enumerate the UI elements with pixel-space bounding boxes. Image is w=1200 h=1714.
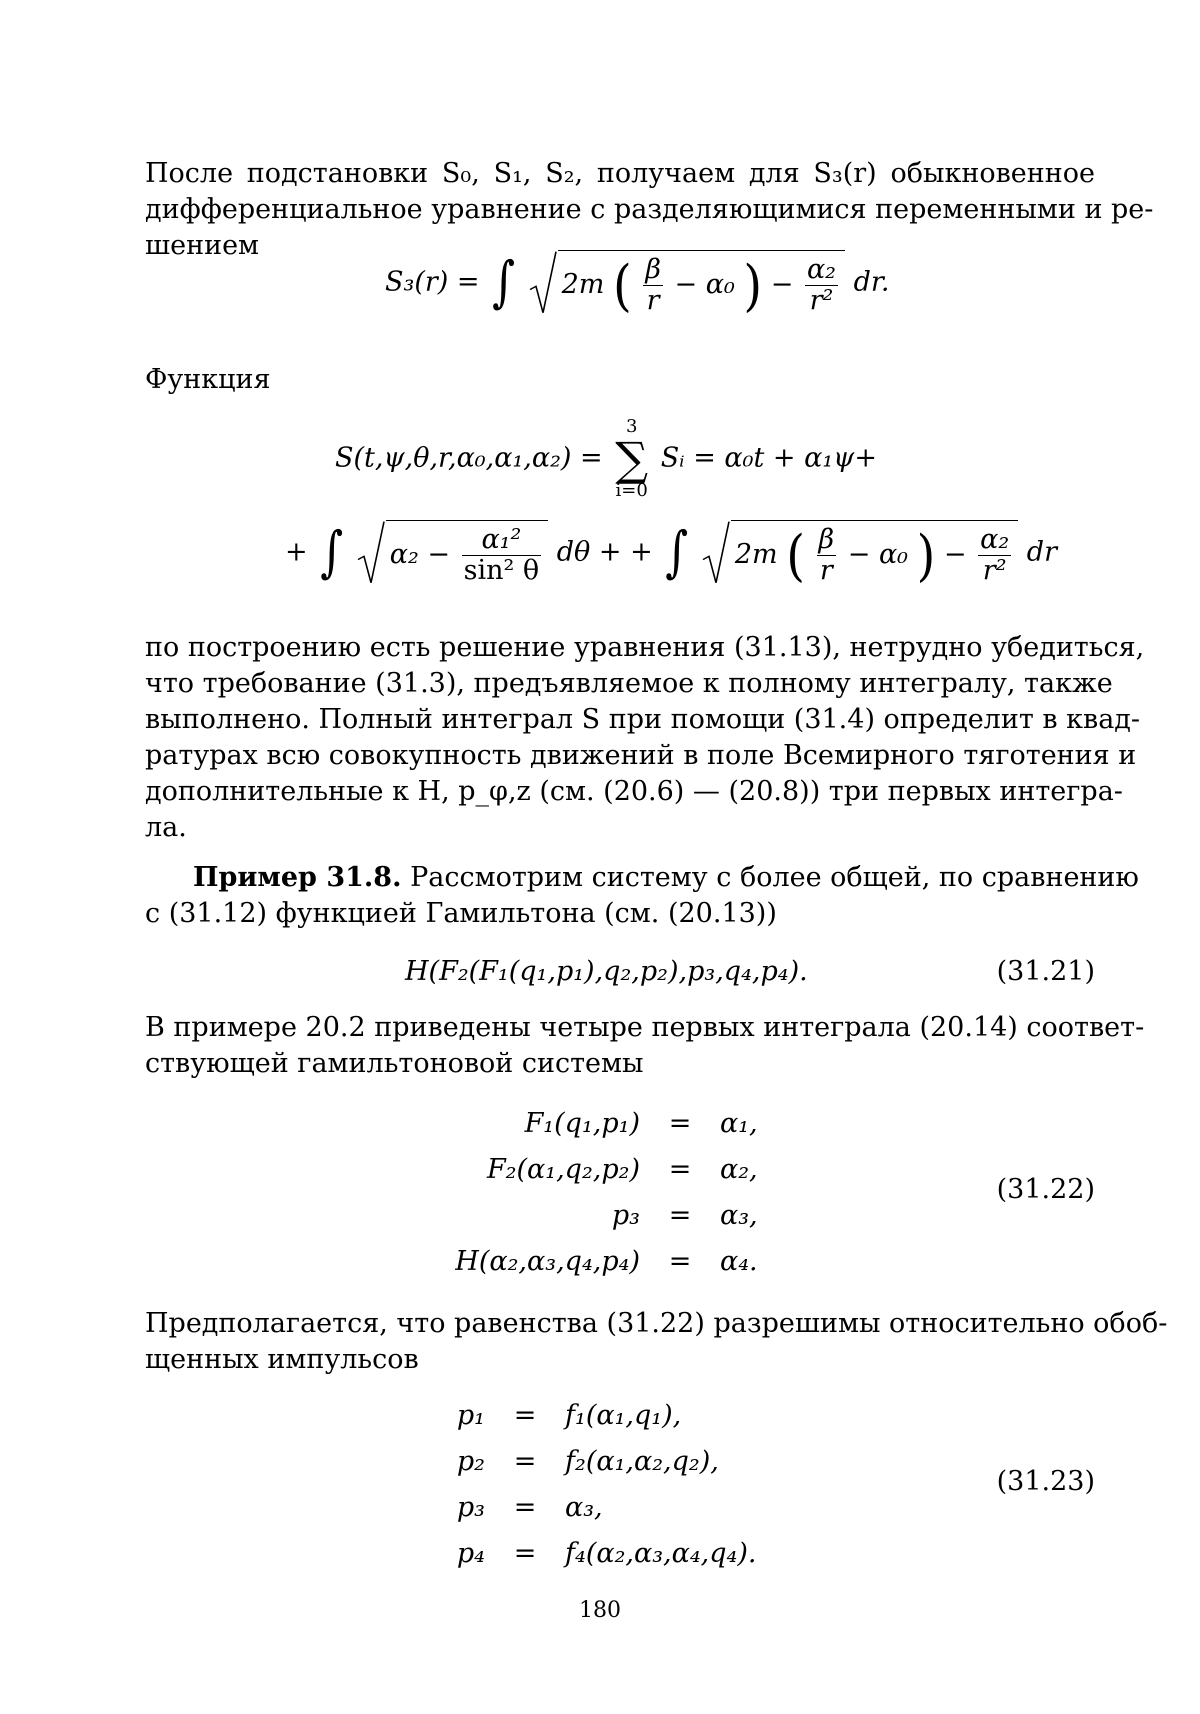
equation-lhs-text: F₂(α₁,q₂,p₂) <box>486 1153 640 1185</box>
text-line: что требование (31.3), предъявляемое к полному интегралу, также <box>145 668 1113 699</box>
equation-rhs-text: f₂(α₁,α₂,q₂), <box>565 1445 719 1477</box>
equation-system-31-22 <box>440 1100 758 1284</box>
equation-lhs <box>440 1100 640 1146</box>
paragraph-intro <box>145 156 1154 264</box>
frac-num: α₂ <box>980 524 1010 555</box>
equation-eq-sign-text: = <box>513 1537 537 1569</box>
text-line: ратурах всю совокупность движений в поле Всемирного тяготения и <box>145 740 1137 771</box>
equation-rhs-text: α₄. <box>720 1245 758 1277</box>
equation-number: (31.22) <box>996 1174 1095 1205</box>
equation-lhs <box>445 1438 485 1484</box>
eq-op: − <box>943 539 967 570</box>
text-line: ствующей гамильтоновой системы <box>145 1048 644 1079</box>
equation-lhs-text: p₂ <box>456 1445 485 1477</box>
paren-right: ) <box>743 253 763 318</box>
eq-op: − <box>770 269 794 300</box>
paragraph-function <box>145 362 1095 398</box>
fraction-alpha1-sin <box>462 525 542 586</box>
equation-number: (31.23) <box>996 1466 1095 1497</box>
equation-lhs <box>445 1530 485 1576</box>
equation-eq-sign <box>640 1100 720 1146</box>
frac-num: α₁² <box>481 524 522 555</box>
equation-lhs-text: p₃ <box>456 1491 485 1523</box>
equation-lhs <box>440 1238 640 1284</box>
frac-den: r <box>819 555 833 586</box>
eq-term: dθ + + <box>556 536 653 568</box>
equation-rhs <box>720 1238 758 1284</box>
eq-lhs: S(t,ψ,θ,r,α₀,α₁,α₂) = <box>335 442 603 474</box>
square-root <box>701 520 1018 586</box>
equation-eq-sign-text: = <box>668 1153 692 1185</box>
eq-term: 2m <box>561 269 605 300</box>
equation-lhs-text: F₁(q₁,p₁) <box>524 1107 640 1139</box>
frac-num: α₂ <box>806 254 836 285</box>
equation-rhs <box>720 1100 758 1146</box>
eq-tail: dr. <box>853 266 890 298</box>
radical-sign-icon <box>528 250 558 316</box>
eq-term: α₂ − <box>389 539 451 570</box>
fraction-alpha2-r2 <box>978 525 1011 586</box>
equation-eq-sign-text: = <box>668 1199 692 1231</box>
text-line: по построению есть решение уравнения (31.13), нетрудно убедиться, <box>145 632 1145 663</box>
equation-row <box>445 1438 757 1484</box>
equation-hamiltonian <box>405 952 808 992</box>
equation-number: (31.21) <box>996 956 1095 987</box>
eq-term: 2m <box>734 539 778 570</box>
text-line: дополнительные к H, p_φ,z (см. (20.6) — (20.8)) три первых интегра- <box>145 776 1123 807</box>
equation-rhs <box>565 1484 757 1530</box>
equation-eq-sign-text: = <box>513 1445 537 1477</box>
integral-sign: ∫ <box>665 520 689 585</box>
equation-rhs <box>720 1192 758 1238</box>
equation-row <box>440 1238 758 1284</box>
equation-eq-sign <box>485 1484 565 1530</box>
equation-rhs-text: α₁, <box>720 1107 758 1139</box>
square-root <box>528 250 845 316</box>
frac-num: β <box>818 524 835 555</box>
equation-eq-sign <box>485 1392 565 1438</box>
frac-num: β <box>645 254 661 285</box>
fraction-alpha2-r2 <box>805 255 838 316</box>
eq-term: − α₀ <box>674 269 735 300</box>
integral-sign: ∫ <box>492 250 516 315</box>
equation-eq-sign-text: = <box>513 1491 537 1523</box>
equation-lhs-text: H(α₂,α₃,q₄,p₄) <box>455 1245 640 1277</box>
equation-lhs-text: p₄ <box>456 1537 485 1569</box>
equation-row <box>445 1392 757 1438</box>
text-line: В примере 20.2 приведены четыре первых интеграла (20.14) соответ- <box>145 1012 1145 1043</box>
equation-row <box>440 1192 758 1238</box>
text-line: Функция <box>145 364 271 395</box>
equation-eq-sign <box>640 1192 720 1238</box>
example-text: Рассмотрим систему с более общей, по сравнению <box>401 862 1139 893</box>
fraction-beta-r <box>643 255 663 316</box>
paren-left: ( <box>786 523 805 588</box>
equation-rhs <box>720 1146 758 1192</box>
integral-sign: ∫ <box>320 520 344 585</box>
text-line: с (31.12) функцией Гамильтона (см. (20.13)) <box>145 898 777 929</box>
equation-lhs <box>440 1146 640 1192</box>
eq-rhs: Sᵢ = α₀t + α₁ψ+ <box>660 442 877 474</box>
text-line: щенных импульсов <box>145 1344 419 1375</box>
sum-upper: 3 <box>625 416 638 437</box>
equation-eq-sign-text: = <box>513 1399 537 1431</box>
equation-row <box>440 1146 758 1192</box>
paren-right: ) <box>916 523 936 588</box>
paren-left: ( <box>613 253 632 318</box>
eq-expr: H(F₂(F₁(q₁,p₁),q₂,p₂),p₃,q₄,p₄). <box>405 956 808 987</box>
equation-rhs-text: α₂, <box>720 1153 758 1185</box>
equation-rhs <box>565 1392 757 1438</box>
equation-rhs-text: α₃, <box>565 1491 603 1523</box>
equation-rhs-text: f₄(α₂,α₃,α₄,q₄). <box>565 1537 757 1569</box>
square-root <box>356 520 548 586</box>
frac-den: r² <box>809 285 834 316</box>
equation-row <box>445 1484 757 1530</box>
equation-lhs-text: p₁ <box>456 1399 485 1431</box>
paragraph-integrals <box>145 1010 1145 1082</box>
frac-den: sin² θ <box>463 555 540 586</box>
sigma-icon: ∑ <box>615 432 649 486</box>
page-number: 180 <box>579 1598 621 1623</box>
text-line: выполнено. Полный интеграл S при помощи (31.4) определит в квад- <box>145 704 1141 735</box>
radical-sign-icon <box>356 520 386 586</box>
eq-lhs: S₃(r) = <box>385 266 480 298</box>
text-line: После подстановки S₀, S₁, S₂, получаем для S₃(r) обыкновенное <box>145 158 1095 189</box>
equation-lhs-text: p₃ <box>611 1199 640 1231</box>
radical-sign-icon <box>701 520 731 586</box>
equation-s-line2 <box>285 520 1057 586</box>
equation-eq-sign-text: = <box>668 1107 692 1139</box>
text-line: Предполагается, что равенства (31.22) разрешимы относительно обоб- <box>145 1308 1168 1339</box>
equation-rhs-text: f₁(α₁,q₁), <box>565 1399 682 1431</box>
frac-den: r <box>646 285 660 316</box>
equation-row <box>445 1530 757 1576</box>
example-title: Пример 31.8. <box>193 862 402 893</box>
fraction-beta-r <box>817 525 837 586</box>
equation-lhs <box>445 1484 485 1530</box>
eq-term: − α₀ <box>847 539 908 570</box>
equation-eq-sign <box>485 1530 565 1576</box>
equation-rhs <box>565 1438 757 1484</box>
equation-s-line1 <box>335 418 877 500</box>
equation-row <box>440 1100 758 1146</box>
sum-lower: i=0 <box>615 480 648 501</box>
equation-rhs-text: α₃, <box>720 1199 758 1231</box>
equation-rhs <box>565 1530 757 1576</box>
eq-op: + <box>285 536 308 568</box>
text-line: дифференциальное уравнение с разделяющимися переменными и ре- <box>145 194 1154 225</box>
text-line <box>145 860 1139 896</box>
sum-symbol <box>615 418 648 500</box>
equation-eq-sign <box>640 1238 720 1284</box>
paragraph-solution <box>145 630 1145 846</box>
paragraph-assumption <box>145 1306 1168 1378</box>
equation-lhs <box>445 1392 485 1438</box>
text-line: ла. <box>145 812 187 843</box>
paragraph-example <box>145 860 1139 932</box>
frac-den: r² <box>982 555 1007 586</box>
equation-s3 <box>385 250 889 316</box>
equation-system-31-23 <box>445 1392 757 1576</box>
equation-eq-sign <box>485 1438 565 1484</box>
eq-tail: dr <box>1026 536 1057 568</box>
text-line: шением <box>145 230 260 261</box>
equation-lhs <box>440 1192 640 1238</box>
equation-eq-sign-text: = <box>668 1245 692 1277</box>
equation-eq-sign <box>640 1146 720 1192</box>
